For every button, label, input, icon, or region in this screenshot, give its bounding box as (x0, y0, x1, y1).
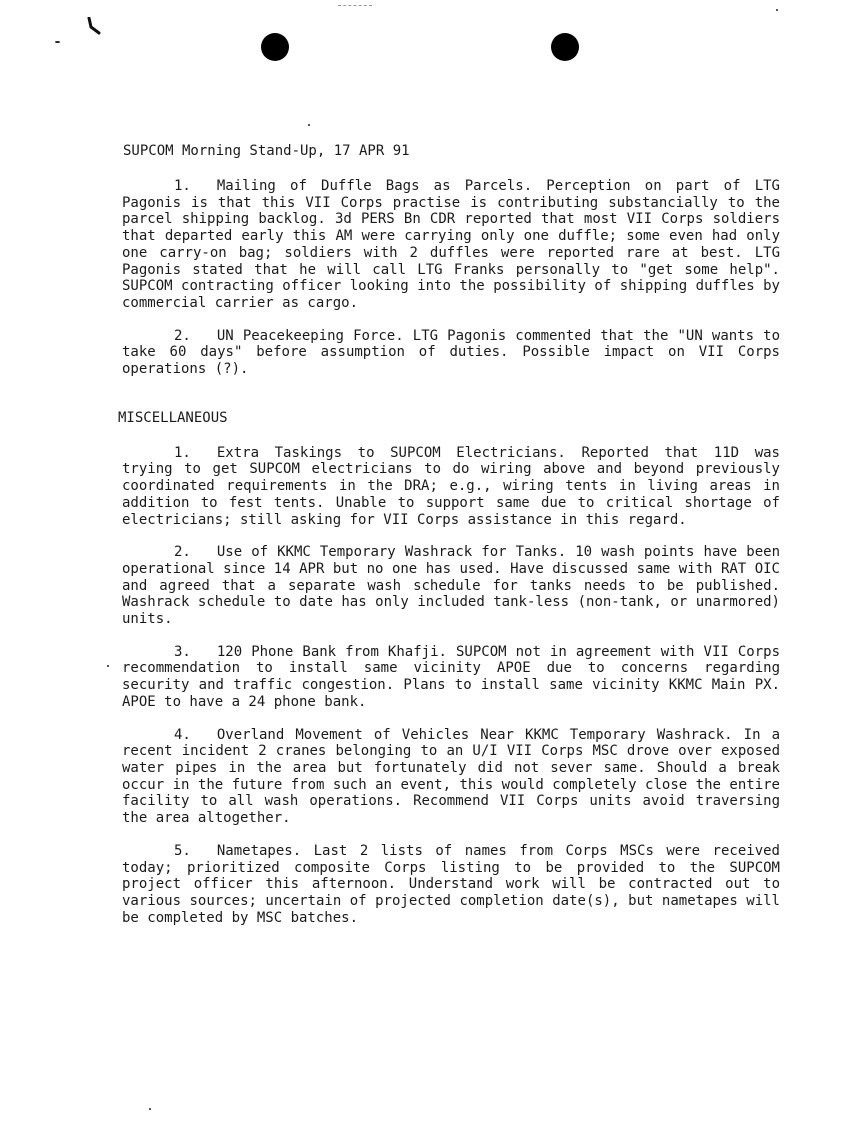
misc-item-2 (122, 544, 780, 628)
item-text: Mailing of Duffle Bags as Parcels. Perception on part of LTG Pagonis is that this VII Corps practise is contributing substancially to the parcel shipping backlog. 3d PERS Bn CDR reported that most VII Corps soldiers that departed early this AM were carrying only one duffle; some even had only one carry-on bag; soldiers with 2 duffles were reported rare at best. LTG Pagonis stated that he will call LTG Franks personally to "get some help". SUPCOM contracting officer looking into the possibility of shipping duffles by commercial carrier as cargo. (122, 178, 780, 311)
scan-speck (149, 1108, 151, 1110)
pen-mark-icon (87, 17, 103, 35)
scan-artifact-dash (338, 5, 372, 7)
scan-speck (308, 124, 310, 126)
scan-speck (776, 9, 778, 11)
punch-hole-left (261, 33, 289, 61)
punch-hole-right (551, 33, 579, 61)
item-number: 2. (174, 327, 191, 344)
item-text: Nametapes. Last 2 lists of names from Corps MSCs were received today; prioritized composite Corps listing to be provided to the SUPCOM project officer this afternoon. Understand work will be contracted out to various sources; uncertain of projected completion date(s), but nametapes will be completed by MSC batches. (122, 842, 780, 926)
misc-item-5 (122, 843, 780, 927)
misc-item-4 (122, 727, 780, 827)
item-number: 4. (174, 726, 191, 743)
item-text: 120 Phone Bank from Khafji. SUPCOM not in agreement with VII Corps recommendation to install same vicinity APOE due to concerns regarding security and traffic congestion. Plans to install same vicinity KKMC Main PX. APOE to have a 24 phone bank. (122, 643, 780, 710)
item-text: Use of KKMC Temporary Washrack for Tanks. 10 wash points have been operational since 14 APR but no one has used. Have discussed same with RAT OIC and agreed that a separate wash schedule for tanks needs to be published. Washrack schedule to date has only included tank-less (non-tank, or unarmored) units. (122, 544, 780, 628)
top-item-2 (122, 328, 780, 378)
item-text: UN Peacekeeping Force. LTG Pagonis commented that the "UN wants to take 60 days" before assumption of duties. Possible impact on VII Corps operations (?). (122, 327, 780, 378)
misc-item-1 (122, 445, 780, 529)
top-item-1 (122, 178, 780, 312)
scan-speck (55, 41, 60, 43)
memo-body (118, 143, 780, 942)
item-text: Overland Movement of Vehicles Near KKMC Temporary Washrack. In a recent incident 2 cranes belonging to an U/I VII Corps MSC drove over exposed water pipes in the area but fortunately did not sever same. Should a break occur in the future from such an event, this would completely close the entire facility to all wash operations. Recommend VII Corps units avoid traversing the area altogether. (122, 726, 780, 827)
item-number: 1. (174, 178, 191, 194)
item-number: 3. (174, 643, 191, 660)
page-title: SUPCOM Morning Stand-Up, 17 APR 91 (123, 143, 410, 159)
scan-speck (107, 665, 109, 667)
misc-item-3 (122, 644, 780, 711)
item-number: 1. (174, 444, 191, 461)
item-number: 2. (174, 544, 191, 561)
item-number: 5. (174, 842, 191, 859)
section-heading-miscellaneous: MISCELLANEOUS (118, 409, 228, 426)
item-text: Extra Taskings to SUPCOM Electricians. Reported that 11D was trying to get SUPCOM electricians to do wiring above and beyond previously coordinated requirements in the DRA; e.g., wiring tents in living areas in addition to fest tents. Unable to support same due to critical shortage of electricians; still asking for VII Corps assistance in this regard. (122, 444, 780, 528)
